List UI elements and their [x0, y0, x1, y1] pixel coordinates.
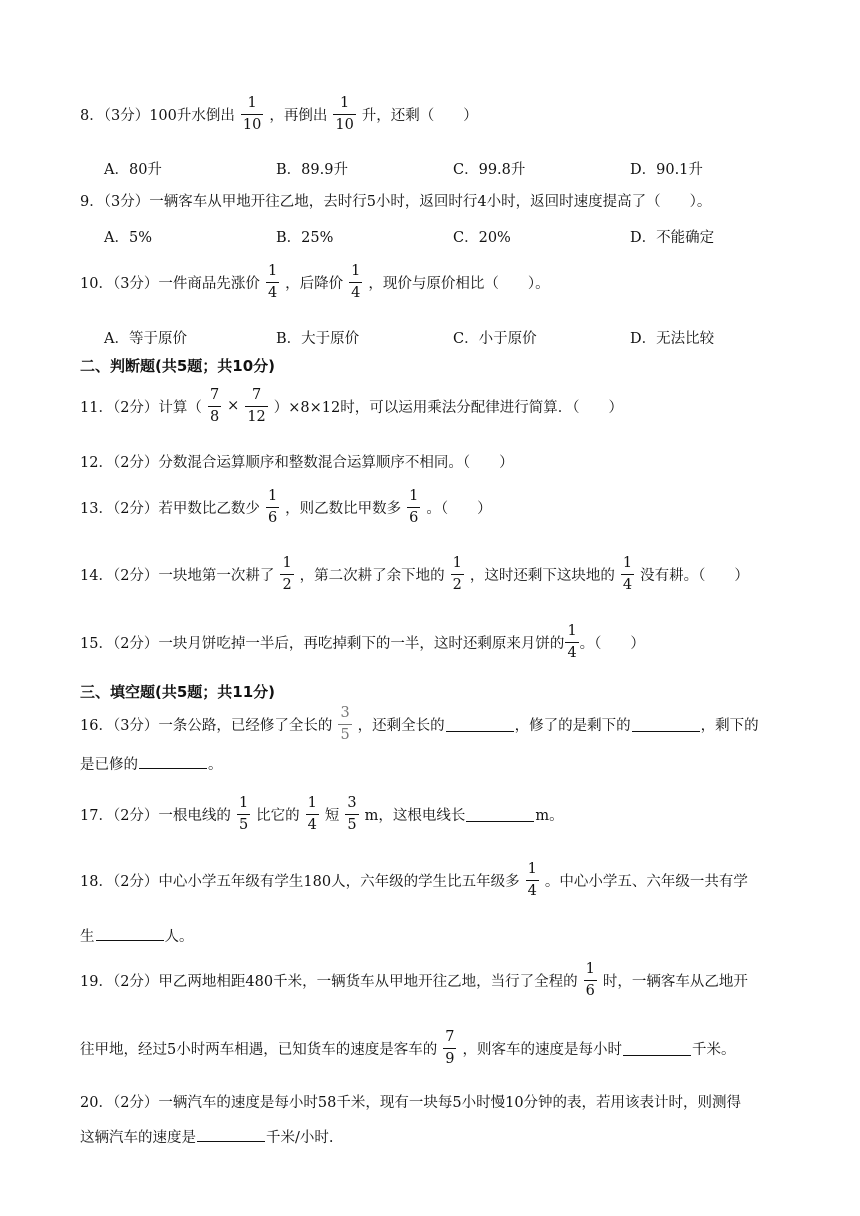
q19-mid: 时，一辆客车从乙地开: [602, 973, 748, 990]
denominator: 10: [241, 114, 263, 133]
question-20-line-2: [80, 1126, 334, 1147]
denominator: 4: [526, 880, 539, 899]
numerator: 1: [622, 555, 633, 571]
choice-d[interactable]: D．不能确定: [630, 230, 715, 246]
answer-blank[interactable]: [139, 754, 207, 769]
q20-line1: 20．（2分）一辆汽车的速度是每小时58千米，现有一块每5小时慢10分钟的表，若用该表计时，则测得: [80, 1095, 742, 1111]
question-9: [80, 190, 711, 211]
denominator: 2: [451, 574, 464, 593]
choice-d[interactable]: D．90.1升: [630, 162, 703, 178]
q8-prefix: 8．（3分）100升水倒出: [80, 107, 235, 124]
question-13: [80, 489, 492, 525]
numerator: 1: [567, 623, 577, 639]
numerator: 1: [307, 795, 317, 811]
q19-line2c: 千米。: [691, 1041, 736, 1058]
fraction-1-6: [266, 489, 279, 525]
section-heading-true-false: 二、判断题(共5题；共10分): [80, 357, 276, 375]
numerator: 7: [445, 1029, 455, 1045]
numerator: 7: [251, 387, 262, 403]
q19-line2a: 往甲地，经过5小时两车相遇，已知货车的速度是客车的: [80, 1041, 438, 1058]
fraction-1-2: [280, 556, 293, 592]
answer-blank[interactable]: [632, 717, 700, 732]
numerator: 1: [409, 488, 419, 504]
fraction-1-6: [584, 962, 597, 998]
q17-suffix: m。: [535, 807, 564, 824]
q17-mid2: 短: [324, 807, 340, 824]
q18-prefix: 18．（2分）中心小学五年级有学生180人，六年级的学生比五年级多: [80, 873, 520, 890]
choice-a[interactable]: A．5%: [104, 230, 152, 246]
answer-blank[interactable]: [96, 926, 164, 941]
question-11: [80, 388, 623, 424]
q19-line2b: ，则客车的速度是每小时: [462, 1041, 622, 1058]
q10-prefix: 10．（3分）一件商品先涨价: [80, 275, 260, 292]
answer-blank[interactable]: [623, 1041, 691, 1056]
fraction-1-5: [237, 796, 250, 832]
fraction-1-4: [621, 556, 634, 592]
times-sign: ×: [227, 398, 240, 414]
fraction-1-4: [349, 264, 362, 300]
fraction-3-5: [345, 796, 358, 832]
denominator: 2: [280, 574, 293, 593]
choice-d[interactable]: D．无法比较: [630, 331, 715, 347]
q14-mid1: ，第二次耕了余下地的: [299, 567, 445, 584]
numerator: 1: [267, 488, 278, 504]
denominator: 4: [621, 574, 634, 593]
question-18: [80, 862, 748, 898]
q17-prefix: 17．（2分）一根电线的: [80, 807, 231, 824]
denominator: 5: [237, 814, 250, 833]
q15-suffix: 。（ ）: [579, 635, 645, 652]
fraction-1-10: [241, 96, 263, 132]
denominator: 6: [407, 507, 420, 526]
answer-blank[interactable]: [446, 717, 514, 732]
q20-line2b: 千米/小时.: [266, 1130, 334, 1146]
numerator: 1: [527, 861, 537, 877]
numerator: 1: [585, 961, 595, 977]
q10-mid: ，后降价: [285, 275, 344, 292]
fraction-1-4: [266, 264, 279, 300]
q8-mid: ，再倒出: [269, 107, 328, 124]
question-12: [80, 451, 514, 472]
numerator: 3: [340, 705, 350, 721]
fraction-7-9: [443, 1030, 456, 1066]
numerator: 1: [238, 795, 249, 811]
q14-prefix: 14．（2分）一块地第一次耕了: [80, 567, 275, 584]
denominator: 12: [245, 406, 267, 425]
q19-prefix: 19．（2分）甲乙两地相距480千米，一辆货车从甲地开往乙地，当行了全程的: [80, 973, 578, 990]
q13-mid: ，则乙数比甲数多: [285, 500, 402, 517]
question-15: [80, 624, 645, 660]
choice-b[interactable]: B．25%: [276, 230, 334, 246]
denominator: 4: [349, 282, 362, 301]
q10-suffix: ，现价与原价相比（ ）。: [368, 275, 550, 292]
q20-line2a: 这辆汽车的速度是: [80, 1130, 196, 1146]
question-17: [80, 796, 564, 832]
q17-mid3: m，这根电线长: [364, 807, 466, 824]
numerator: 1: [452, 555, 462, 571]
numerator: 1: [267, 263, 278, 279]
q18-line2b: 人。: [164, 929, 194, 945]
question-16-line-2: [80, 753, 223, 774]
denominator: 4: [306, 814, 319, 833]
fraction-1-4: [306, 796, 319, 832]
question-18-line-2: [80, 925, 194, 946]
q14-suffix: 没有耕。（ ）: [640, 567, 749, 584]
q13-prefix: 13．（2分）若甲数比乙数少: [80, 500, 260, 517]
denominator: 8: [208, 406, 221, 425]
question-19-line-2: [80, 1030, 735, 1066]
q14-mid2: ，这时还剩下这块地的: [469, 567, 615, 584]
numerator: 1: [339, 95, 350, 111]
denominator: 5: [338, 724, 351, 743]
q11-suffix: ）×8×12时，可以运用乘法分配律进行简算．（ ）: [273, 399, 624, 416]
question-14: [80, 556, 749, 592]
choice-b[interactable]: B．大于原价: [276, 331, 360, 347]
q16-line2b: 。: [208, 757, 223, 773]
denominator: 6: [584, 980, 597, 999]
numerator: 1: [351, 263, 361, 279]
q9-text: 9．（3分）一辆客车从甲地开往乙地，去时行5小时，返回时行4小时，返回时速度提高了（ ）。: [80, 194, 712, 210]
choice-c[interactable]: C．99.8升: [453, 162, 526, 178]
q18-mid: 。中心小学五、六年级一共有学: [544, 873, 748, 890]
answer-blank[interactable]: [466, 807, 534, 822]
fraction-1-4: [526, 862, 539, 898]
question-8: [80, 96, 478, 132]
q12-text: 12．（2分）分数混合运算顺序和整数混合运算顺序不相同。（ ）: [80, 455, 514, 471]
q16-mid3: ，剩下的: [700, 717, 759, 734]
question-10: [80, 264, 550, 300]
answer-blank[interactable]: [197, 1127, 265, 1142]
denominator: 10: [333, 114, 355, 133]
q15-prefix: 15．（2分）一块月饼吃掉一半后，再吃掉剩下的一半，这时还剩原来月饼的: [80, 635, 565, 652]
numerator: 1: [282, 555, 292, 571]
denominator: 5: [345, 814, 358, 833]
q16-line2a: 是已修的: [80, 757, 138, 773]
fraction-1-2: [451, 556, 464, 592]
q17-mid1: 比它的: [256, 807, 300, 824]
section-heading-fill-in: 三、填空题(共5题；共11分): [80, 683, 276, 701]
choice-a[interactable]: A．80升: [104, 162, 162, 178]
q11-prefix: 11．（2分）计算（: [80, 399, 202, 416]
fraction-1-6: [407, 489, 420, 525]
q8-suffix: 升，还剩（ ）: [361, 107, 478, 124]
denominator: 4: [266, 282, 279, 301]
q16-mid1: ，还剩全长的: [357, 717, 445, 734]
denominator: 6: [266, 507, 279, 526]
denominator: 4: [565, 642, 578, 661]
fraction-7-12: [245, 388, 267, 424]
denominator: 9: [443, 1048, 456, 1067]
choice-c[interactable]: C．小于原价: [453, 331, 537, 347]
fraction-1-4: [565, 624, 578, 660]
numerator: 7: [209, 387, 220, 403]
q16-prefix: 16．（3分）一条公路，已经修了全长的: [80, 717, 333, 734]
q13-suffix: 。（ ）: [426, 500, 492, 517]
q16-mid2: ，修了的是剩下的: [514, 717, 631, 734]
choice-c[interactable]: C．20%: [453, 230, 511, 246]
q18-line2a: 生: [80, 929, 95, 945]
question-19: [80, 962, 748, 998]
choice-b[interactable]: B．89.9升: [276, 162, 348, 178]
question-16: [80, 706, 759, 742]
question-20: [80, 1091, 741, 1112]
fraction-7-8: [208, 388, 221, 424]
choice-a[interactable]: A．等于原价: [104, 331, 187, 347]
fraction-1-10: [333, 96, 355, 132]
numerator: 1: [247, 95, 257, 111]
fraction-3-5: [338, 706, 351, 742]
numerator: 3: [347, 795, 357, 811]
